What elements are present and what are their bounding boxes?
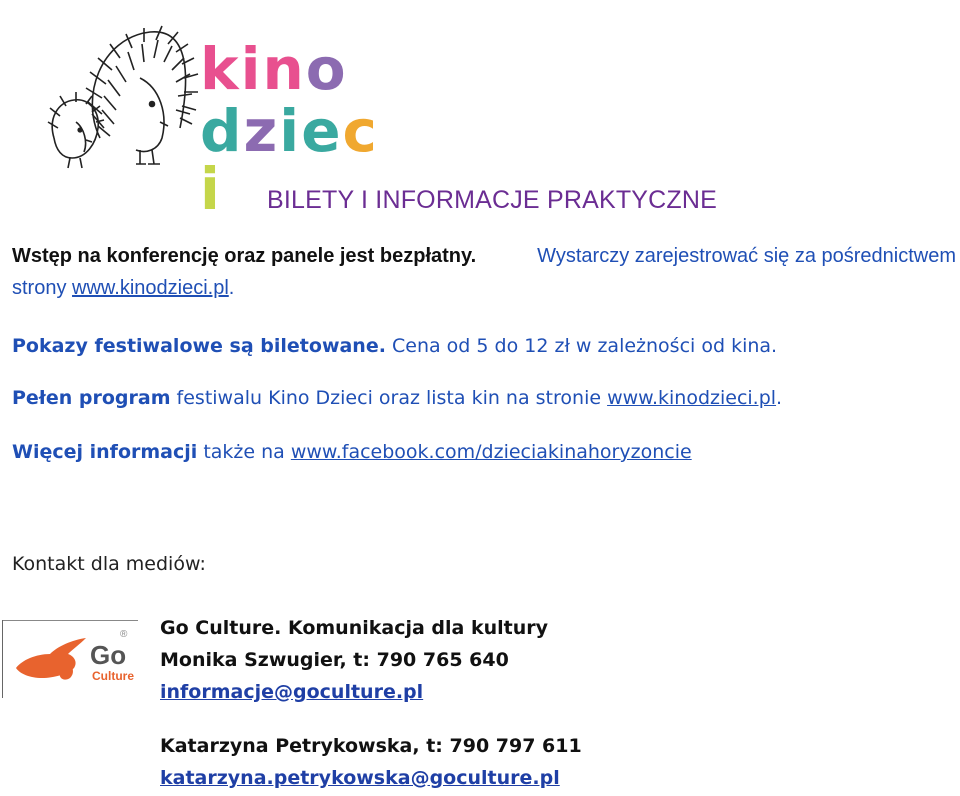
more-info-text: także na [197,441,291,463]
paragraph-registration [12,240,956,304]
logo-letter: c [342,97,379,165]
registration-text: Wystarczy zarejestrować się za pośrednictwem [537,245,956,267]
registration-prefix: strony [12,277,73,299]
logo-letter: n [262,35,306,103]
program-bold-text: Pełen program [12,387,171,409]
program-suffix: . [776,387,783,409]
logo-letter: z [243,97,280,165]
contact-person-2: Katarzyna Petrykowska, t: 790 797 611 [160,735,582,757]
logo-letter: o [305,35,348,103]
culture-text: Culture [92,669,134,683]
email-link-2[interactable]: katarzyna.petrykowska@goculture.pl [160,767,560,789]
logo-letter: i [279,97,302,165]
page-title: BILETY I INFORMACJE PRAKTYCZNE [266,186,718,214]
kino-dzieci-logo [40,18,400,223]
logo-letter: i [240,35,263,103]
logo-letter: e [301,97,343,165]
paragraph-more-info [12,436,956,468]
logo-word-kino [200,35,348,103]
program-text: festiwalu Kino Dzieci oraz lista kin na stronie [170,387,608,409]
program-link[interactable]: www.kinodzieci.pl [607,387,777,409]
email-link-1[interactable]: informacje@goculture.pl [160,681,424,703]
kinodzieci-link[interactable]: www.kinodzieci.pl [72,277,229,299]
logo-letter: k [200,35,241,103]
registered-mark: ® [120,629,128,640]
tickets-text: Cena od 5 do 12 zł w zależności od kina. [385,335,778,357]
contact-person-1: Monika Szwugier, t: 790 765 640 [160,649,509,671]
tickets-bold-text: Pokazy festiwalowe są biletowane. [12,335,386,357]
contact-email-2 [160,762,560,794]
paragraph-tickets [12,330,956,362]
registration-bold-text: Wstęp na konferencję oraz panele jest bezpłatny. [12,245,477,267]
logo-letter: d [200,97,244,165]
facebook-link[interactable]: www.facebook.com/dzieciakinahoryzoncie [290,441,692,463]
logo-letter: i [200,155,222,223]
agency-name: Go Culture. Komunikacja dla kultury [160,617,549,639]
more-info-bold-text: Więcej informacji [12,441,198,463]
go-culture-logo [2,620,138,698]
go-text: Go [90,640,127,670]
paragraph-program [12,382,956,414]
registration-suffix: . [228,277,235,299]
contact-heading: Kontakt dla mediów: [12,553,206,575]
contact-email-1 [160,676,423,708]
